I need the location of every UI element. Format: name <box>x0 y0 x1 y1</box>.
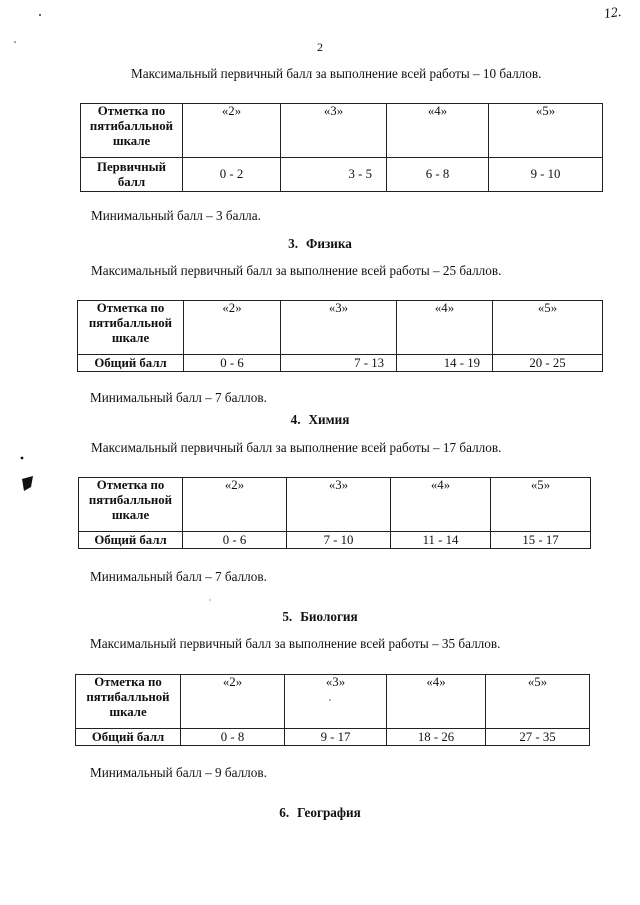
grade-cell: «4» <box>387 104 489 158</box>
grade-cell: «3» <box>281 301 397 355</box>
grade-cell: «5» <box>493 301 603 355</box>
min-score-text: Минимальный балл – 7 баллов. <box>90 390 267 405</box>
range-cell: 7 - 13 <box>281 355 397 372</box>
range-cell: 0 - 8 <box>181 729 285 746</box>
page-number: 2 <box>317 40 323 54</box>
min-score-text: Минимальный балл – 7 баллов. <box>90 569 267 584</box>
grade-cell: «3» <box>281 104 387 158</box>
min-score-text: Минимальный балл – 3 балла. <box>91 208 261 223</box>
grade-cell: «5» <box>489 104 603 158</box>
table-header-cell: Отметка по пятибалльной шкале <box>76 675 181 729</box>
handwritten-page-mark: 12. <box>602 4 623 23</box>
range-cell: 7 - 10 <box>287 532 391 549</box>
section-title: География <box>297 805 361 820</box>
max-score-text: Максимальный первичный балл за выполнение всей работы – 10 баллов. <box>131 66 542 81</box>
range-cell: 15 - 17 <box>491 532 591 549</box>
range-cell: 27 - 35 <box>486 729 590 746</box>
section-title: Биология <box>300 609 358 624</box>
min-score-text: Минимальный балл – 9 баллов. <box>90 765 267 780</box>
section-number: 5. <box>282 609 293 624</box>
range-cell: 9 - 10 <box>489 158 603 192</box>
grade-cell: «4» <box>397 301 493 355</box>
row-label-cell: Общий балл <box>79 532 183 549</box>
section-title: Физика <box>306 236 352 251</box>
grade-cell: «5» <box>486 675 590 729</box>
range-cell: 0 - 6 <box>183 532 287 549</box>
section-number: 3. <box>288 236 299 251</box>
grade-cell: «4» <box>391 478 491 532</box>
range-cell: 9 - 17 <box>285 729 387 746</box>
grade-cell: «3» <box>285 675 387 729</box>
max-score-text: Максимальный первичный балл за выполнение всей работы – 25 баллов. <box>91 263 502 278</box>
table-header-cell: Отметка по пятибалльной шкале <box>79 478 183 532</box>
range-cell: 14 - 19 <box>397 355 493 372</box>
row-label-cell: Общий балл <box>78 355 184 372</box>
section-number: 4. <box>290 412 301 427</box>
range-cell: 20 - 25 <box>493 355 603 372</box>
row-label-cell: Общий балл <box>76 729 181 746</box>
range-cell: 18 - 26 <box>387 729 486 746</box>
range-cell: 3 - 5 <box>281 158 387 192</box>
section-number: 6. <box>279 805 290 820</box>
grade-cell: «2» <box>183 478 287 532</box>
grade-cell: «2» <box>184 301 281 355</box>
section-title: Химия <box>308 412 350 427</box>
row-label-cell: Первичный балл <box>81 158 183 192</box>
range-cell: 6 - 8 <box>387 158 489 192</box>
grade-cell: «2» <box>183 104 281 158</box>
grade-cell: «3» <box>287 478 391 532</box>
range-cell: 0 - 6 <box>184 355 281 372</box>
range-cell: 11 - 14 <box>391 532 491 549</box>
max-score-text: Максимальный первичный балл за выполнение всей работы – 35 баллов. <box>90 636 501 651</box>
grade-cell: «2» <box>181 675 285 729</box>
grade-cell: «4» <box>387 675 486 729</box>
table-header-cell: Отметка по пятибалльной шкале <box>81 104 183 158</box>
max-score-text: Максимальный первичный балл за выполнение всей работы – 17 баллов. <box>91 440 502 455</box>
grade-cell: «5» <box>491 478 591 532</box>
table-header-cell: Отметка по пятибалльной шкале <box>78 301 184 355</box>
range-cell: 0 - 2 <box>183 158 281 192</box>
